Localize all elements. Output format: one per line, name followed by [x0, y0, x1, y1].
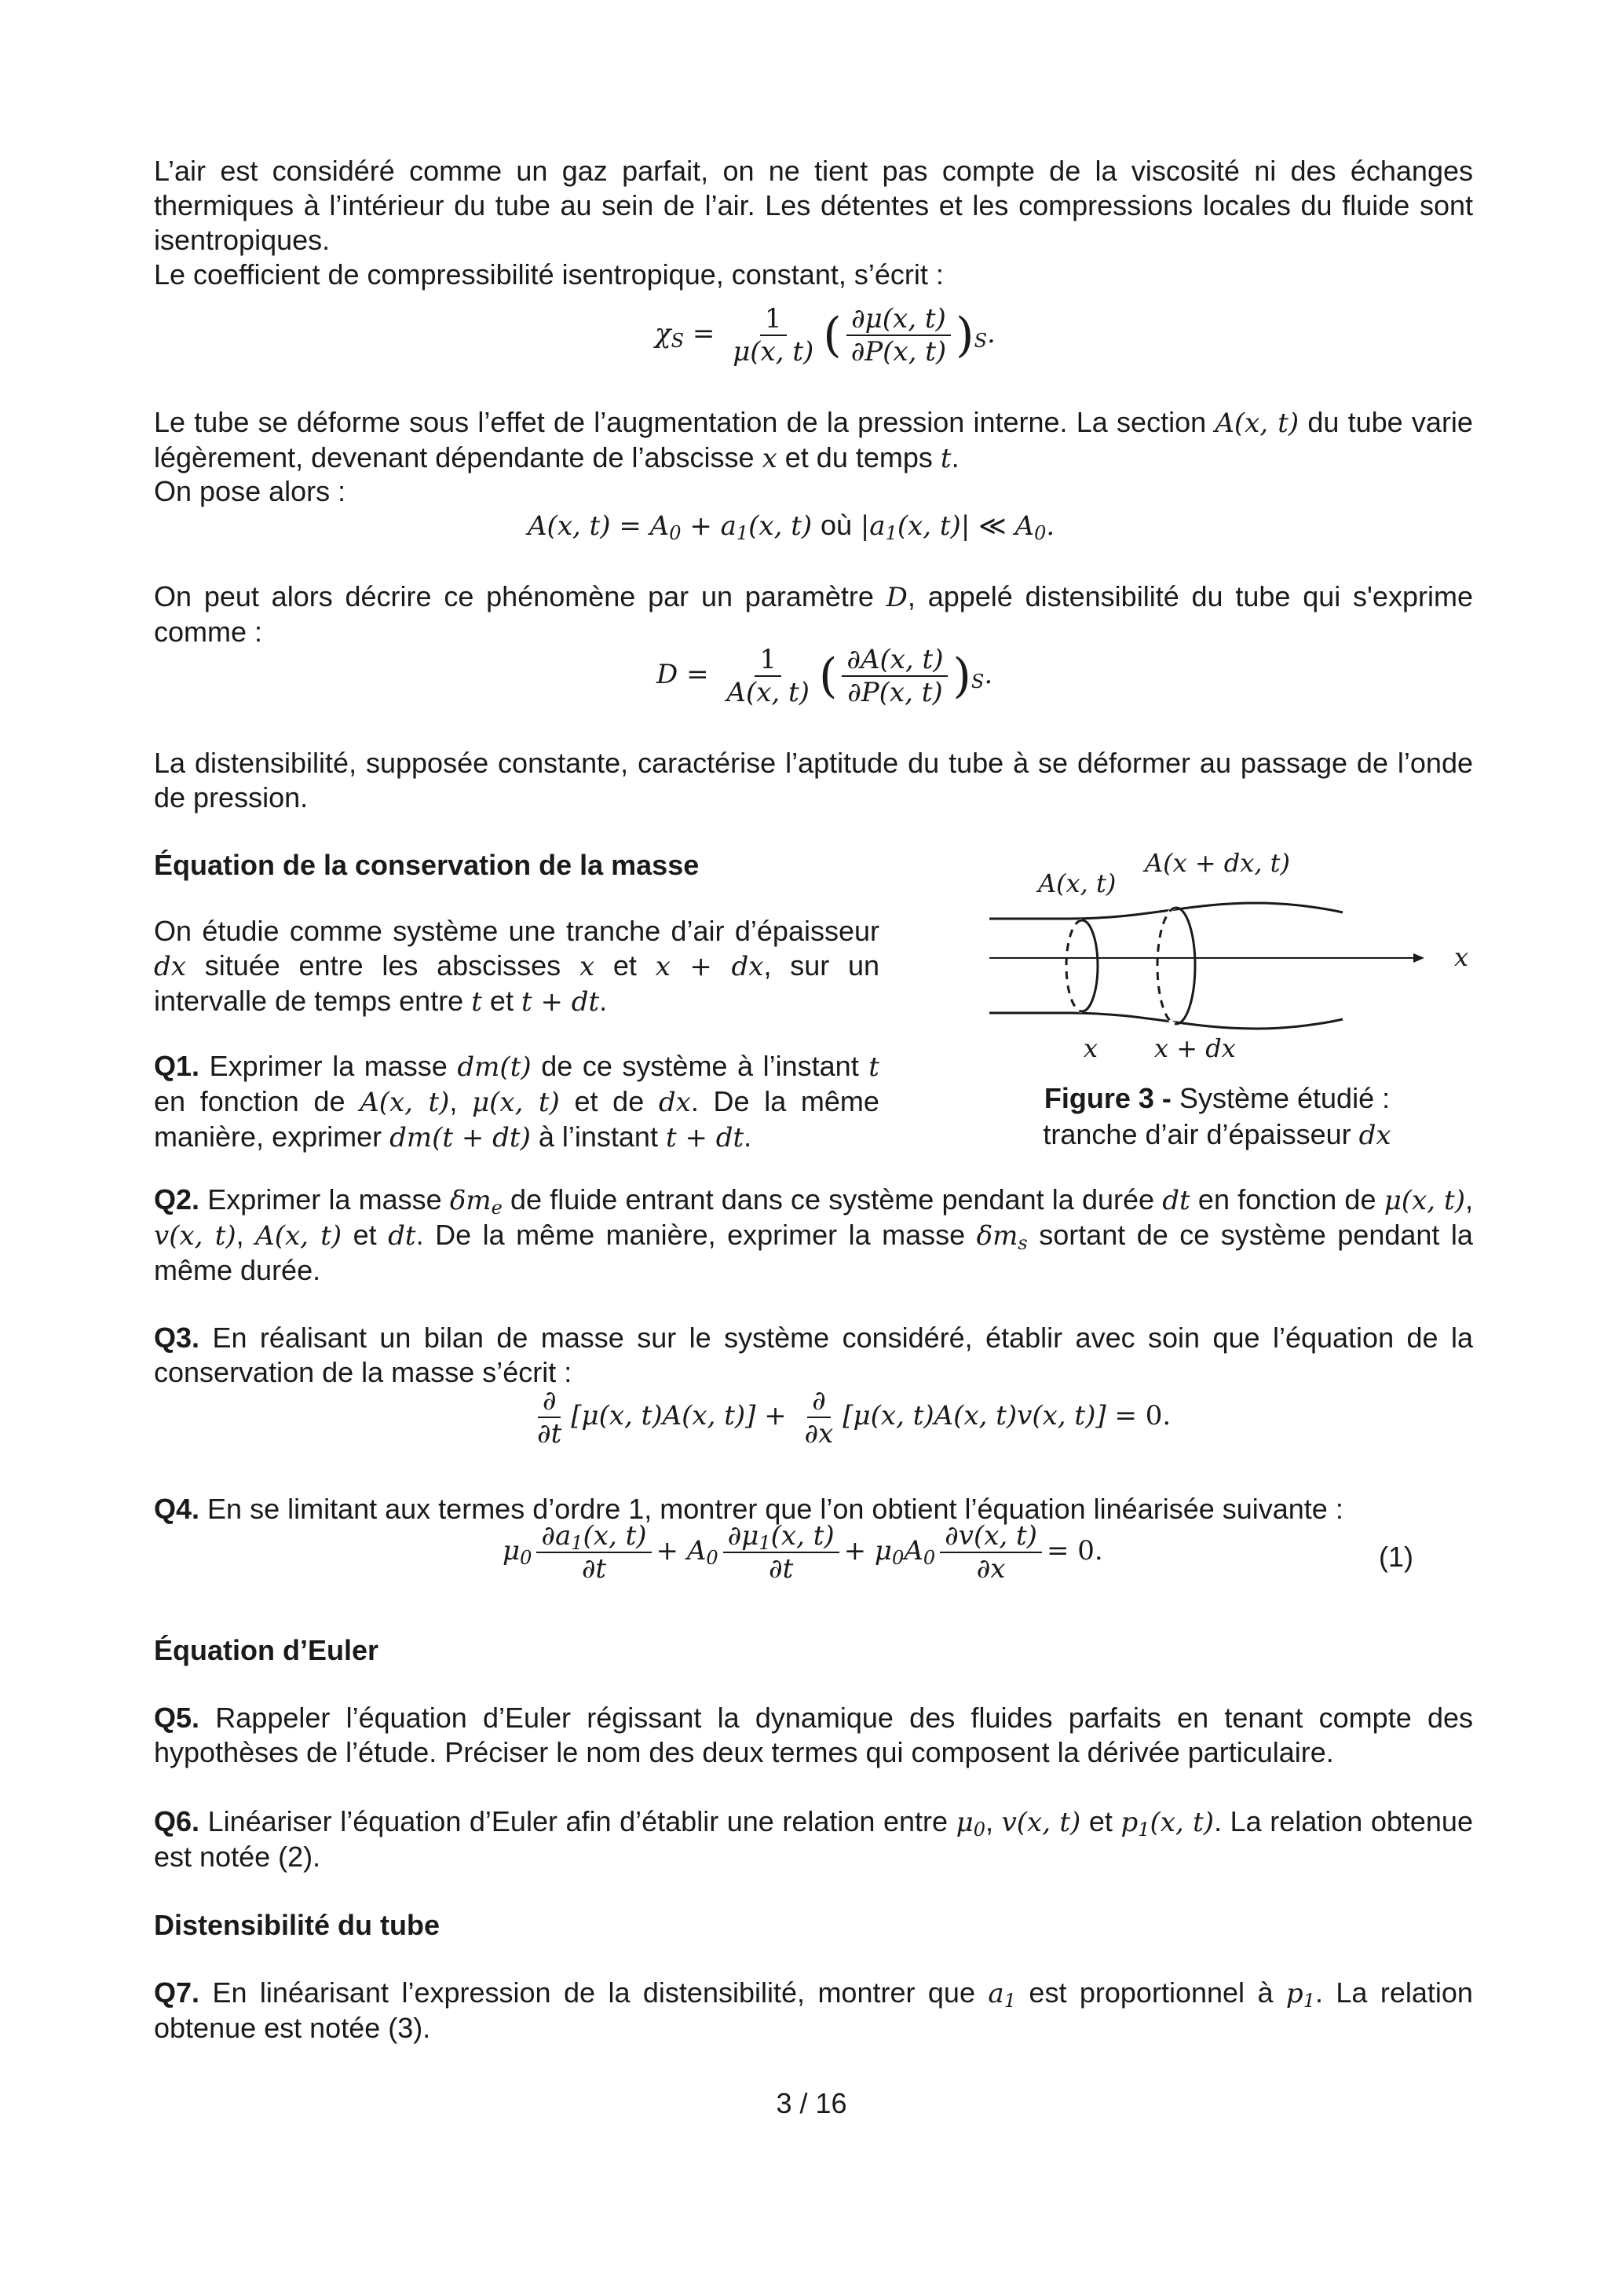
figure-tick-xdx: x + dx	[1154, 1033, 1236, 1063]
intro-paragraph-6: La distensibilité, supposée constante, caractérise l’aptitude du tube à se déformer au passage de l’onde de pression.	[154, 747, 1473, 813]
equation-distensibility: D = $\frac{1}{A(x, t)}$ ( $\frac{\partial A(x, t)}{\partial P(x, t)}$ )$_S$.	[656, 644, 993, 708]
intro-paragraph-3: Le tube se déforme sous l’effet de l’augmentation de la pression interne. La section A(x, t) du tube varie légèrement, devenant dépendante de l’abscisse x et du temps t.	[154, 406, 1473, 474]
intro-paragraph-2: Le coefficient de compressibilité isentropique, constant, s’écrit :	[154, 258, 944, 291]
figure-tick-x: x	[1084, 1033, 1098, 1063]
figure-label-ax: A(x, t)	[1038, 868, 1117, 898]
section-x-dx-hidden	[1157, 908, 1176, 1024]
equation-compressibility: $\chi_S$ = $\frac{1}{\mu(x, t)}$ ( $\frac{\partial\mu(x, t)}{\partial P(x, t)}$ )$_S$.	[655, 303, 996, 367]
section-x-dashed	[1066, 920, 1082, 1011]
equation-section: A(x, $t) = A_0 + a_1(x$, t) où $|a_1(x$, t)| ≪ $A_0$.	[528, 509, 1055, 544]
intro-paragraph-4: On pose alors :	[154, 475, 346, 507]
figure-caption: Figure 3 - Système étudié : tranche d’air d’épaisseur dx	[1043, 1082, 1391, 1151]
question-5: Q5. Rappeler l’équation d’Euler régissant la dynamique des fluides parfaits en tenant compte des hypothèses de l’étude. Préciser le nom des deux termes qui composent la dérivée particulaire.	[154, 1702, 1473, 1768]
figure-axis-label: x	[1454, 942, 1469, 972]
equation-number-1: (1)	[1379, 1541, 1413, 1573]
masse-paragraph: On étudie comme système une tranche d’air d’épaisseur dx située entre les abscisses x et x + dx, sur un intervalle de temps entre t et t + dt.	[154, 915, 879, 1018]
intro-paragraph-1: L’air est considéré comme un gaz parfait, on ne tient pas compte de la viscosité ni des échanges thermiques à l’intérieur du tube au sein de l’air. Les détentes et les compressions locales du fluide sont isentropiques.	[154, 155, 1473, 256]
question-2: Q2. Exprimer la masse $\delta m_e$ de fluide entrant dans ce système pendant la durée dt en fonction de μ(x, t), v(x, t), A(x, t) et dt. De la même manière, exprimer la masse $\delta m_s$ sortant de ce système pendant la même durée.	[154, 1183, 1473, 1286]
axis-arrow	[1413, 953, 1424, 963]
question-3: Q3. En réalisant un bilan de masse sur le système considéré, établir avec soin que l’équation de la conservation de la masse s’écrit :	[154, 1322, 1473, 1388]
section-title-masse: Équation de la conservation de la masse	[154, 849, 700, 881]
question-6: Q6. Linéariser l’équation d’Euler afin d’établir une relation entre $\mu_0$, v(x, t) et $p_1(x$, t). La relation obtenue est notée (2).	[154, 1805, 1473, 1873]
question-7: Q7. En linéarisant l’expression de la distensibilité, montrer que $a_1$ est proportionnel à $p_1$. La relation obtenue est notée (3).	[154, 1976, 1473, 2044]
equation-linearized: $\mu_0$ $\frac{\partial a_1(x, t)}{\partial t}$ + $A_0$ $\frac{\partial\mu_1(x, t)}{\partial t}$ + $\mu_0A_0$ $\frac{\partial v(x, t)}{\partial x}$ = 0.	[503, 1520, 1103, 1585]
intro-paragraph-5: On peut alors décrire ce phénomène par un paramètre D, appelé distensibilité du tube qui s'exprime comme :	[154, 580, 1473, 648]
page-number: 3 / 16	[776, 2087, 847, 2119]
figure-label-axdx: A(x + dx, t)	[1145, 848, 1291, 878]
question-1: Q1. Exprimer la masse dm(t) de ce système à l’instant t en fonction de A(x, t), μ(x, t) et de dx. De la même manière, exprimer dm(t + dt) à l’instant t + dt.	[154, 1050, 879, 1153]
section-title-euler: Équation d’Euler	[154, 1634, 379, 1666]
section-x-dx-dashed	[1157, 908, 1176, 1024]
section-x-hidden	[1066, 920, 1082, 1011]
section-title-distensibilite: Distensibilité du tube	[154, 1909, 440, 1941]
equation-mass-conservation: $\frac{\partial}{\partial t}$ [μ(x, t)A(x, t)] + $\frac{\partial}{\partial x}$ [μ(x, t)A(x, t)v(x, t)] = 0.	[537, 1385, 1172, 1450]
question-4: Q4. En se limitant aux termes d’ordre 1, montrer que l’on obtient l’équation linéarisée suivante :	[154, 1493, 1343, 1525]
